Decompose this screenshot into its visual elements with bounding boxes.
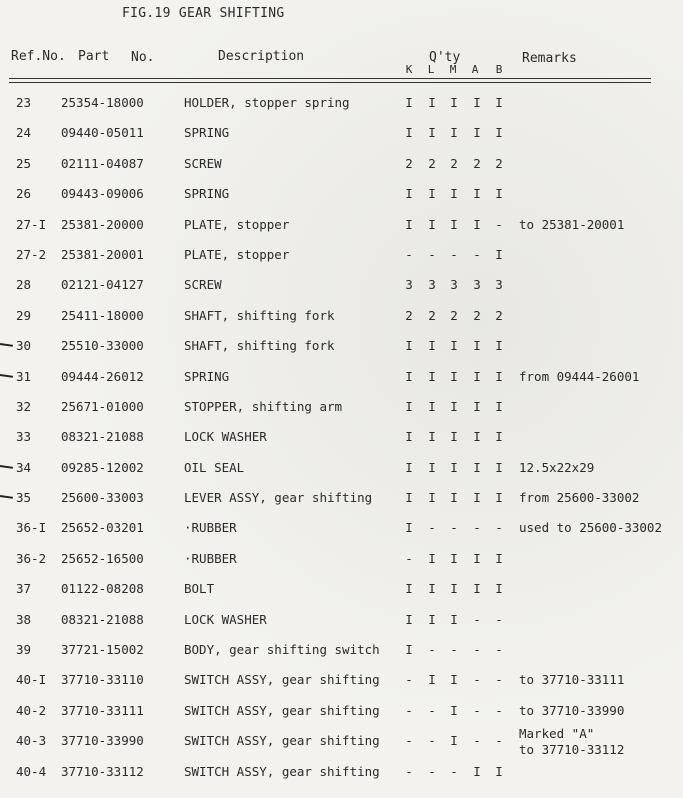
table-row xyxy=(0,664,683,694)
part-no: 09285-12002 xyxy=(61,459,144,475)
qty-a: I xyxy=(473,398,481,414)
qty-m: 2 xyxy=(450,155,458,171)
qty-k: I xyxy=(405,459,413,475)
qty-col-k: K xyxy=(405,63,413,76)
qty-b: I xyxy=(495,246,503,262)
qty-col-l: L xyxy=(427,63,435,76)
remarks: to 25381-20001 xyxy=(519,216,625,232)
part-no: 08321-21088 xyxy=(61,611,144,627)
ref-no: 25 xyxy=(16,155,32,171)
remarks-line-2: to 37710-33112 xyxy=(519,742,625,758)
remarks: from 25600-33002 xyxy=(519,490,640,506)
qty-b: 2 xyxy=(495,155,503,171)
margin-arrow-mark xyxy=(0,374,13,378)
qty-b: 3 xyxy=(495,277,503,293)
qty-col-a: A xyxy=(471,63,479,76)
qty-b: I xyxy=(495,429,503,445)
header-qty: Q'ty xyxy=(429,50,461,65)
part-no: 01122-08208 xyxy=(61,581,144,597)
ref-no: 35 xyxy=(16,490,32,506)
qty-l: - xyxy=(428,702,436,718)
qty-a: - xyxy=(473,702,481,718)
header-ref-no: Ref.No. xyxy=(11,49,66,64)
description: SWITCH ASSY, gear shifting xyxy=(184,733,380,749)
qty-m: I xyxy=(450,581,458,597)
description: SWITCH ASSY, gear shifting xyxy=(184,763,380,779)
ref-no: 36-I xyxy=(16,520,47,536)
qty-m: I xyxy=(450,338,458,354)
ref-no: 26 xyxy=(16,186,32,202)
qty-m: I xyxy=(450,186,458,202)
qty-k: - xyxy=(405,733,413,749)
qty-l: I xyxy=(428,216,436,232)
description: LOCK WASHER xyxy=(184,429,267,445)
margin-arrow-mark xyxy=(0,495,13,499)
qty-m: - xyxy=(450,763,458,779)
table-row xyxy=(0,361,683,391)
qty-m: I xyxy=(450,611,458,627)
qty-b: I xyxy=(495,368,503,384)
part-no: 25652-03201 xyxy=(61,520,144,536)
table-row xyxy=(0,239,683,269)
qty-column-labels xyxy=(398,63,510,77)
part-no: 25381-20001 xyxy=(61,246,144,262)
qty-l: - xyxy=(428,246,436,262)
table-row xyxy=(0,604,683,634)
figure-title: FIG.19 GEAR SHIFTING xyxy=(122,6,285,21)
qty-b: I xyxy=(495,763,503,779)
qty-k: - xyxy=(405,763,413,779)
description: HOLDER, stopper spring xyxy=(184,95,350,110)
ref-no: 27-2 xyxy=(16,246,47,262)
qty-a: I xyxy=(473,763,481,779)
part-no: 09440-05011 xyxy=(61,125,144,141)
qty-k: I xyxy=(405,642,413,658)
qty-a: I xyxy=(473,459,481,475)
part-no: 37710-33110 xyxy=(61,672,144,688)
table-row xyxy=(0,421,683,451)
table-row xyxy=(0,300,683,330)
qty-l: 2 xyxy=(428,307,436,323)
qty-l: I xyxy=(428,338,436,354)
qty-b: - xyxy=(495,672,503,688)
qty-k: I xyxy=(405,125,413,141)
qty-k: I xyxy=(405,368,413,384)
remarks xyxy=(519,726,624,758)
ref-no: 29 xyxy=(16,307,32,323)
qty-b: I xyxy=(495,338,503,354)
qty-l: 3 xyxy=(428,277,436,293)
description: BOLT xyxy=(184,581,215,597)
part-no: 25411-18000 xyxy=(61,307,144,323)
qty-b: - xyxy=(495,642,503,658)
table-row xyxy=(0,148,683,178)
qty-a: 3 xyxy=(473,277,481,293)
qty-m: 3 xyxy=(450,277,458,293)
part-no: 02111-04087 xyxy=(61,155,144,171)
description: SPRING xyxy=(184,368,230,384)
qty-m: I xyxy=(450,733,458,749)
qty-b: - xyxy=(495,520,503,536)
description: SWITCH ASSY, gear shifting xyxy=(184,672,380,688)
ref-no: 39 xyxy=(16,642,32,658)
qty-k: I xyxy=(405,398,413,414)
qty-l: 2 xyxy=(428,155,436,171)
qty-col-m: M xyxy=(449,63,457,76)
table-row xyxy=(0,573,683,603)
qty-a: I xyxy=(473,216,481,232)
qty-a: - xyxy=(473,246,481,262)
qty-k: I xyxy=(405,338,413,354)
part-no: 25600-33003 xyxy=(61,490,144,506)
description: OIL SEAL xyxy=(184,459,245,475)
qty-a: I xyxy=(473,550,481,566)
qty-l: I xyxy=(428,581,436,597)
qty-l: I xyxy=(428,611,436,627)
qty-l: I xyxy=(428,429,436,445)
part-no: 25354-18000 xyxy=(61,95,144,110)
qty-b: I xyxy=(495,490,503,506)
qty-m: - xyxy=(450,246,458,262)
description: SWITCH ASSY, gear shifting xyxy=(184,702,380,718)
description: ·RUBBER xyxy=(184,520,237,536)
table-row xyxy=(0,512,683,542)
header-remarks: Remarks xyxy=(522,51,577,66)
table-row xyxy=(0,209,683,239)
qty-l: I xyxy=(428,459,436,475)
header-description: Description xyxy=(218,49,305,64)
qty-b: 2 xyxy=(495,307,503,323)
ref-no: 24 xyxy=(16,125,32,141)
qty-k: - xyxy=(405,246,413,262)
ref-no: 34 xyxy=(16,459,32,475)
description: STOPPER, shifting arm xyxy=(184,398,343,414)
qty-a: - xyxy=(473,520,481,536)
qty-m: I xyxy=(450,125,458,141)
description: LOCK WASHER xyxy=(184,611,267,627)
qty-k: - xyxy=(405,672,413,688)
qty-b: I xyxy=(495,125,503,141)
ref-no: 33 xyxy=(16,429,32,445)
qty-a: I xyxy=(473,125,481,141)
ref-no: 38 xyxy=(16,611,32,627)
qty-a: - xyxy=(473,642,481,658)
qty-l: I xyxy=(428,490,436,506)
table-row xyxy=(0,87,683,117)
header-part: Part xyxy=(78,49,110,64)
qty-l: - xyxy=(428,520,436,536)
remarks-line-1: Marked "A" xyxy=(519,726,595,742)
part-no: 09443-09006 xyxy=(61,186,144,202)
part-no: 37710-33990 xyxy=(61,733,144,749)
qty-a: 2 xyxy=(473,155,481,171)
part-no: 25510-33000 xyxy=(61,338,144,354)
qty-k: 2 xyxy=(405,307,413,323)
qty-b: I xyxy=(495,398,503,414)
table-row xyxy=(0,725,683,758)
ref-no: 36-2 xyxy=(16,550,47,566)
part-no: 37721-15002 xyxy=(61,642,144,658)
qty-k: I xyxy=(405,490,413,506)
qty-k: - xyxy=(405,550,413,566)
part-no: 37710-33111 xyxy=(61,702,144,718)
table-row xyxy=(0,117,683,147)
qty-a: I xyxy=(473,186,481,202)
qty-k: I xyxy=(405,216,413,232)
qty-b: - xyxy=(495,611,503,627)
ref-no: 27-I xyxy=(16,216,47,232)
qty-b: I xyxy=(495,186,503,202)
qty-k: I xyxy=(405,520,413,536)
description: LEVER ASSY, gear shifting xyxy=(184,490,373,506)
description: PLATE, stopper xyxy=(184,246,290,262)
qty-a: - xyxy=(473,672,481,688)
part-no: 02121-04127 xyxy=(61,277,144,293)
qty-l: I xyxy=(428,95,436,110)
qty-col-b: B xyxy=(495,63,503,76)
ref-no: 40-3 xyxy=(16,733,47,749)
qty-k: I xyxy=(405,95,413,110)
part-no: 08321-21088 xyxy=(61,429,144,445)
qty-b: I xyxy=(495,581,503,597)
description: ·RUBBER xyxy=(184,550,237,566)
qty-b: - xyxy=(495,216,503,232)
table-row xyxy=(0,452,683,482)
qty-k: I xyxy=(405,581,413,597)
qty-k: I xyxy=(405,611,413,627)
qty-k: 3 xyxy=(405,277,413,293)
part-no: 25671-01000 xyxy=(61,398,144,414)
qty-a: I xyxy=(473,338,481,354)
table-row xyxy=(0,543,683,573)
ref-no: 32 xyxy=(16,398,32,414)
qty-l: I xyxy=(428,550,436,566)
qty-m: I xyxy=(450,702,458,718)
ref-no: 28 xyxy=(16,277,32,293)
table-row xyxy=(0,330,683,360)
remarks: from 09444-26001 xyxy=(519,368,640,384)
qty-m: I xyxy=(450,368,458,384)
qty-l: - xyxy=(428,733,436,749)
qty-a: I xyxy=(473,581,481,597)
margin-arrow-mark xyxy=(0,343,13,347)
table-row xyxy=(0,634,683,664)
qty-m: I xyxy=(450,459,458,475)
table-row xyxy=(0,482,683,512)
qty-l: I xyxy=(428,368,436,384)
remarks: to 37710-33990 xyxy=(519,702,625,718)
ref-no: 37 xyxy=(16,581,32,597)
qty-m: I xyxy=(450,672,458,688)
qty-m: 2 xyxy=(450,307,458,323)
qty-a: I xyxy=(473,95,481,110)
remarks: 12.5x22x29 xyxy=(519,459,595,475)
qty-m: I xyxy=(450,429,458,445)
qty-b: I xyxy=(495,459,503,475)
description: SPRING xyxy=(184,125,230,141)
qty-m: I xyxy=(450,398,458,414)
qty-l: - xyxy=(428,642,436,658)
ref-no: 40-4 xyxy=(16,763,47,779)
part-no: 25652-16500 xyxy=(61,550,144,566)
ref-no: 40-I xyxy=(16,672,47,688)
remarks: used to 25600-33002 xyxy=(519,520,662,536)
qty-k: 2 xyxy=(405,155,413,171)
parts-table xyxy=(0,87,683,786)
qty-m: I xyxy=(450,216,458,232)
part-no: 25381-20000 xyxy=(61,216,144,232)
ref-no: 40-2 xyxy=(16,702,47,718)
qty-m: - xyxy=(450,642,458,658)
qty-k: I xyxy=(405,429,413,445)
qty-l: I xyxy=(428,398,436,414)
header-rule-bottom xyxy=(9,82,651,83)
description: SHAFT, shifting fork xyxy=(184,307,335,323)
description: SPRING xyxy=(184,186,230,202)
qty-b: - xyxy=(495,702,503,718)
qty-a: I xyxy=(473,368,481,384)
qty-a: I xyxy=(473,429,481,445)
table-row xyxy=(0,269,683,299)
qty-m: I xyxy=(450,550,458,566)
margin-arrow-mark xyxy=(0,465,13,469)
ref-no: 30 xyxy=(16,338,32,354)
qty-a: 2 xyxy=(473,307,481,323)
qty-l: I xyxy=(428,186,436,202)
qty-m: I xyxy=(450,490,458,506)
header-rule-top xyxy=(9,78,651,79)
qty-l: - xyxy=(428,763,436,779)
qty-k: - xyxy=(405,702,413,718)
qty-m: - xyxy=(450,520,458,536)
table-row xyxy=(0,391,683,421)
table-row xyxy=(0,178,683,208)
description: SCREW xyxy=(184,155,222,171)
ref-no: 23 xyxy=(16,95,32,110)
qty-a: - xyxy=(473,611,481,627)
remarks: to 37710-33111 xyxy=(519,672,625,688)
header-no: No. xyxy=(131,50,155,65)
qty-k: I xyxy=(405,186,413,202)
qty-l: I xyxy=(428,125,436,141)
qty-a: - xyxy=(473,733,481,749)
qty-b: - xyxy=(495,733,503,749)
description: SCREW xyxy=(184,277,222,293)
qty-l: I xyxy=(428,672,436,688)
description: BODY, gear shifting switch xyxy=(184,642,380,658)
part-no: 09444-26012 xyxy=(61,368,144,384)
ref-no: 31 xyxy=(16,368,32,384)
description: PLATE, stopper xyxy=(184,216,290,232)
qty-a: I xyxy=(473,490,481,506)
qty-b: I xyxy=(495,95,503,110)
qty-m: I xyxy=(450,95,458,110)
qty-b: I xyxy=(495,550,503,566)
part-no: 37710-33112 xyxy=(61,763,144,779)
table-row xyxy=(0,695,683,725)
table-row xyxy=(0,756,683,786)
description: SHAFT, shifting fork xyxy=(184,338,335,354)
